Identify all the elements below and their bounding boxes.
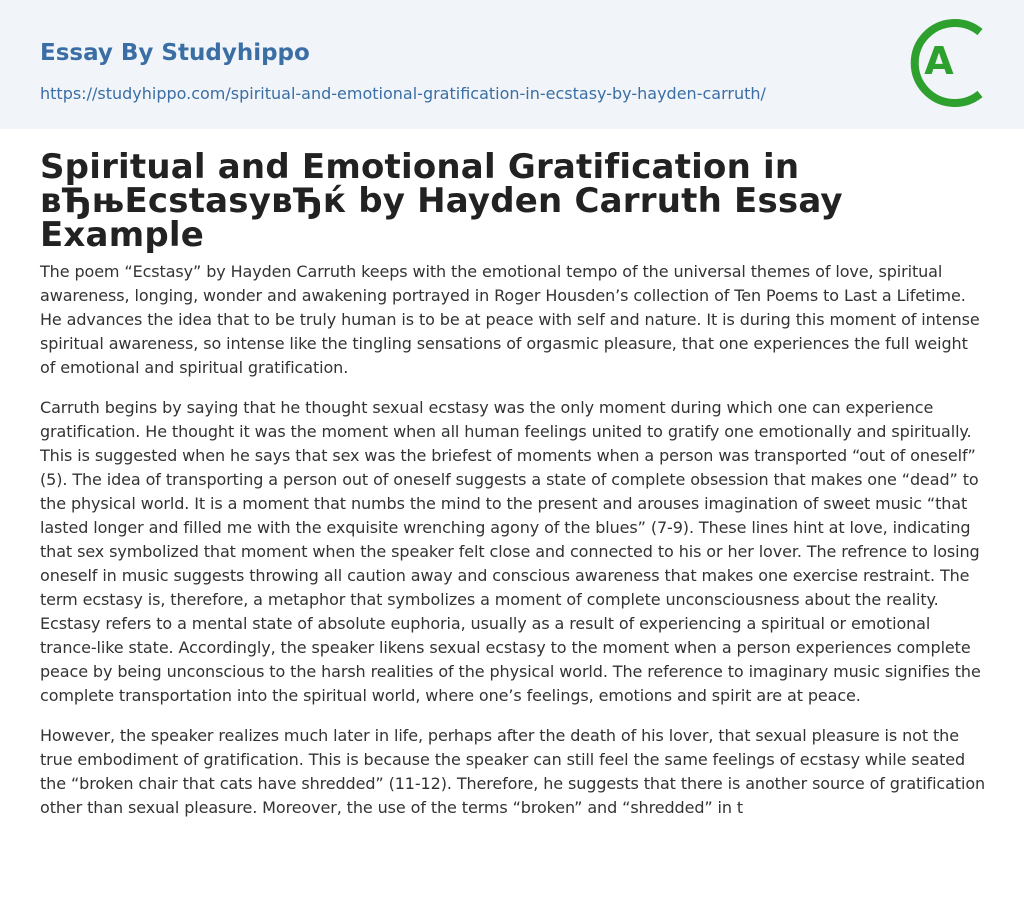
essay-content bbox=[40, 147, 986, 836]
logo-letter: A bbox=[924, 39, 954, 83]
studyhippo-a-logo-icon[interactable] bbox=[908, 18, 992, 108]
essay-paragraph-3: However, the speaker realizes much later in life, perhaps after the death of his lover, that sexual pleasure is not the true embodiment of gratification. This is because the speaker can still feel the same feelings of ecstasy while seated the “broken chair that cats have shredded” (11-12). Therefore, he suggests that there is another source of gratification other than sexual pleasure. Moreover, the use of the terms “broken” and “shredded” in t bbox=[40, 726, 986, 817]
site-brand[interactable]: Essay By Studyhippo bbox=[40, 40, 310, 66]
essay-title: Spiritual and Emotional Gratification in вЂњEcstasyвЂќ by Hayden Carruth Essay Example bbox=[40, 147, 843, 255]
essay-paragraph-2: Carruth begins by saying that he thought sexual ecstasy was the only moment during which one can experience gratification. He thought it was the moment when all human feelings united to gratify one emotionally and spiritually. This is suggested when he says that sex was the briefest of moments when a person was transported “out of oneself” (5). The idea of transporting a person out of oneself suggests a state of complete obsession that makes one “dead” to the physical world. It is a moment that numbs the mind to the present and arouses imagination of sweet music “that lasted longer and filled me with the exquisite wrenching agony of the blues” (7-9). These lines hint at love, indicating that sex symbolized that moment when the speaker felt close and connected to his or her lover. The refrence to losing oneself in music suggests throwing all caution away and conscious awareness that makes one exercise restraint. The term ecstasy is, therefore, a metaphor that symbolizes a moment of complete unconsciousness about the reality. Ecstasy refers to a mental state of absolute euphoria, usually as a result of experiencing a spiritual or emotional trance-like state. Accordingly, the speaker likens sexual ecstasy to the moment when a person experiences complete peace by being unconscious to the harsh realities of the physical world. The reference to imaginary music signifies the complete transportation into the spiritual world, where one’s feelings, emotions and spirit are at peace. bbox=[40, 398, 981, 705]
source-url-link[interactable]: https://studyhippo.com/spiritual-and-emotional-gratification-in-ecstasy-by-hayden-carruth/ bbox=[40, 84, 766, 103]
essay-paragraph-1: The poem “Ecstasy” by Hayden Carruth keeps with the emotional tempo of the universal themes of love, spiritual awareness, longing, wonder and awakening portrayed in Roger Housden’s collection of Ten Poems to Last a Lifetime. He advances the idea that to be truly human is to be at peace with self and nature. It is during this moment of intense spiritual awareness, so intense like the tingling sensations of orgasmic pleasure, that one experiences the full weight of emotional and spiritual gratification. bbox=[40, 262, 980, 377]
site-header bbox=[0, 0, 1024, 129]
